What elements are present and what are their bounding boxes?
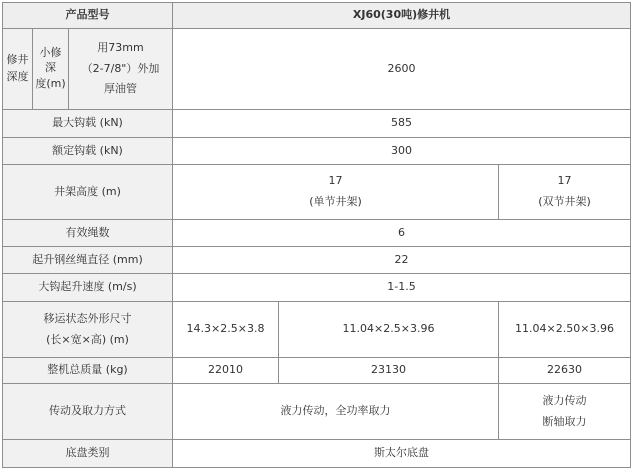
transport-dimensions-row [3, 302, 631, 358]
mast-height-single: 17 (单节井架) [173, 165, 499, 220]
mast-height-double: 17 (双节井架) [499, 165, 631, 220]
max-hook-load-value: 585 [173, 110, 631, 138]
workover-depth-label: 修井 深度 [3, 29, 33, 110]
rated-hook-load-label: 额定钩载 (kN) [3, 138, 173, 165]
depth-row [3, 29, 631, 110]
effective-lines-value: 6 [173, 220, 631, 247]
spec-table [2, 2, 631, 468]
transport-dimensions-value: 14.3×2.5×3.8 [173, 302, 279, 358]
max-hook-load-row [3, 110, 631, 138]
chassis-value: 斯太尔底盘 [173, 440, 631, 468]
total-mass-value: 22630 [499, 358, 631, 384]
transport-dimensions-value: 11.04×2.50×3.96 [499, 302, 631, 358]
tubing-condition-label: 用73mm （2-7/8"）外加 厚油管 [69, 29, 173, 110]
rated-hook-load-row [3, 138, 631, 165]
wire-rope-row [3, 247, 631, 274]
hook-speed-value: 1-1.5 [173, 274, 631, 302]
transmission-label: 传动及取力方式 [3, 384, 173, 440]
hook-speed-row [3, 274, 631, 302]
chassis-row [3, 440, 631, 468]
chassis-label: 底盘类别 [3, 440, 173, 468]
effective-lines-label: 有效绳数 [3, 220, 173, 247]
minor-workover-depth-label: 小修深 度(m) [33, 29, 69, 110]
rated-hook-load-value: 300 [173, 138, 631, 165]
effective-lines-row [3, 220, 631, 247]
total-mass-value: 23130 [279, 358, 499, 384]
depth-value: 2600 [173, 29, 631, 110]
max-hook-load-label: 最大钩载 (kN) [3, 110, 173, 138]
transmission-value-b: 液力传动 断轴取力 [499, 384, 631, 440]
transport-dimensions-label: 移运状态外形尺寸 (长×宽×高) (m) [3, 302, 173, 358]
hook-speed-label: 大钩起升速度 (m/s) [3, 274, 173, 302]
transmission-value-a: 液力传动，全功率取力 [173, 384, 499, 440]
transport-dimensions-value: 11.04×2.5×3.96 [279, 302, 499, 358]
product-model-label: 产品型号 [3, 3, 173, 29]
total-mass-row [3, 358, 631, 384]
mast-height-label: 井架高度 (m) [3, 165, 173, 220]
total-mass-label: 整机总质量 (kg) [3, 358, 173, 384]
wire-rope-diameter-value: 22 [173, 247, 631, 274]
wire-rope-diameter-label: 起升钢丝绳直径 (mm) [3, 247, 173, 274]
transmission-row [3, 384, 631, 440]
header-row [3, 3, 631, 29]
mast-height-row [3, 165, 631, 220]
product-model-value: XJ60(30吨)修井机 [173, 3, 631, 29]
total-mass-value: 22010 [173, 358, 279, 384]
